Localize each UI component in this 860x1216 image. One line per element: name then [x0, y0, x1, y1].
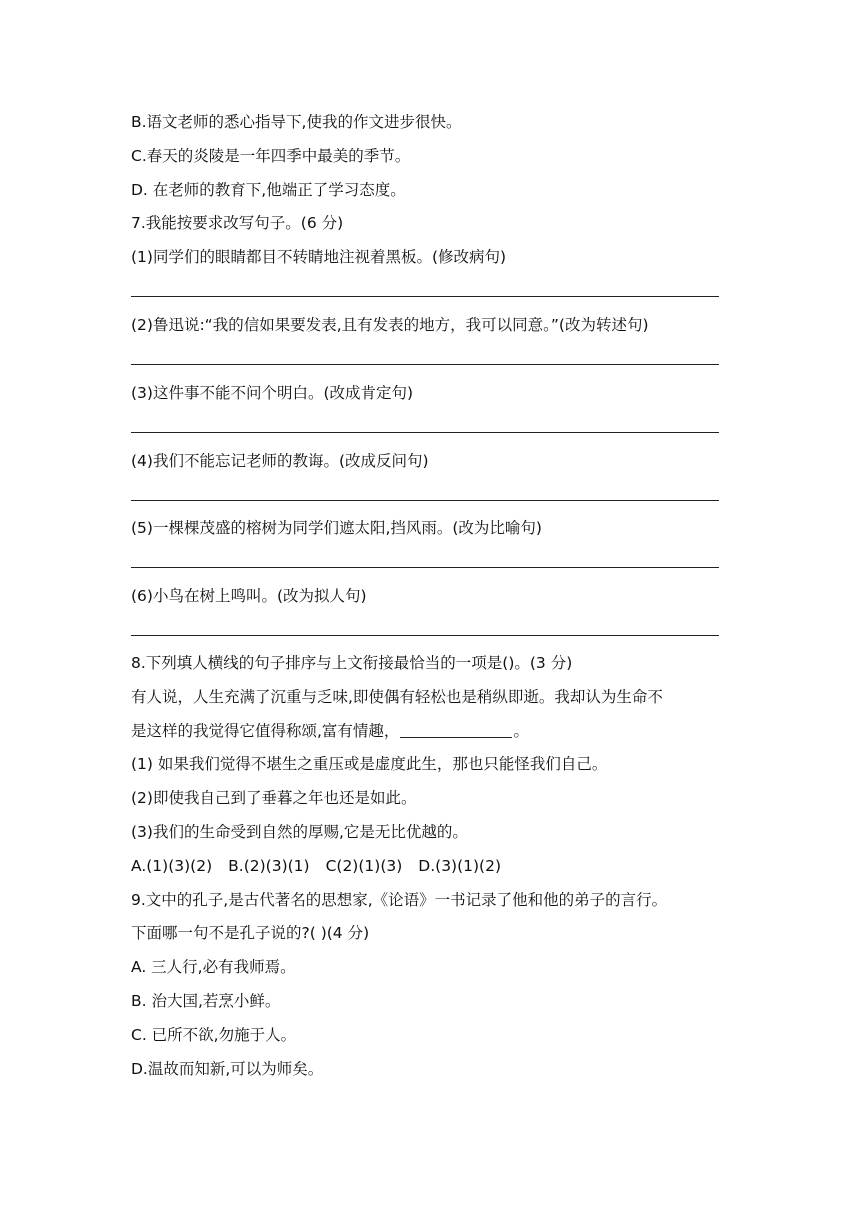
q7-item-1: (1)同学们的眼睛都目不转睛地注视着黑板。(修改病句): [131, 248, 507, 266]
q9-title-line-2: 下面哪一句不是孔子说的?( )(4 分): [131, 924, 370, 942]
answer-line-2[interactable]: [131, 364, 719, 365]
answer-line-6[interactable]: [131, 635, 719, 636]
q8-title: 8.下列填人横线的句子排序与上文衔接最恰当的一项是()。(3 分): [131, 654, 573, 672]
q9-option-c[interactable]: C. 已所不欲,勿施于人。: [131, 1026, 297, 1044]
q8-sentence-1: (1) 如果我们觉得不堪生之重压或是虚度此生，那也只能怪我们自己。: [131, 755, 608, 773]
q8-passage-line-2: [131, 721, 529, 741]
q6-option-c: C.春天的炎陵是一年四季中最美的季节。: [131, 147, 411, 165]
fill-in-blank[interactable]: [400, 722, 512, 738]
q8-option-d[interactable]: D.(3)(1)(2): [418, 857, 502, 875]
q7-item-6: (6)小鸟在树上鸣叫。(改为拟人句): [131, 587, 367, 605]
q7-item-3: (3)这件事不能不问个明白。(改成肯定句): [131, 384, 414, 402]
q9-option-b[interactable]: B. 治大国,若烹小鲜。: [131, 992, 281, 1010]
answer-line-4[interactable]: [131, 500, 719, 501]
q9-option-d[interactable]: D.温故而知新,可以为师矣。: [131, 1060, 324, 1078]
q7-item-2: (2)鲁迅说:“我的信如果要发表,且有发表的地方，我可以同意。”(改为转述句): [131, 316, 649, 334]
q8-passage-line-1: 有人说，人生充满了沉重与乏味,即使偶有轻松也是稍纵即逝。我却认为生命不: [131, 688, 663, 706]
q6-option-d: D. 在老师的教育下,他端正了学习态度。: [131, 181, 406, 199]
q7-title: 7.我能按要求改写句子。(6 分): [131, 214, 344, 232]
q8-options: [131, 856, 501, 876]
answer-line-3[interactable]: [131, 432, 719, 433]
answer-line-1[interactable]: [131, 296, 719, 297]
q8-passage-text: 是这样的我觉得它值得称颂,富有情趣，: [131, 722, 400, 740]
q9-option-a[interactable]: A. 三人行,必有我师焉。: [131, 958, 296, 976]
q8-sentence-2: (2)即使我自己到了垂暮之年也还是如此。: [131, 789, 417, 807]
q8-passage-end: 。: [513, 722, 529, 740]
q7-item-5: (5)一棵棵茂盛的榕树为同学们遮太阳,挡风雨。(改为比喻句): [131, 519, 542, 537]
q8-sentence-3: (3)我们的生命受到自然的厚赐,它是无比优越的。: [131, 823, 468, 841]
q8-option-a[interactable]: A.(1)(3)(2): [131, 857, 213, 875]
q6-option-b: B.语文老师的悉心指导下,使我的作文进步很快。: [131, 113, 462, 131]
q7-item-4: (4)我们不能忘记老师的教诲。(改成反问句): [131, 452, 429, 470]
q8-option-b[interactable]: B.(2)(3)(1): [228, 857, 310, 875]
q9-title-line-1: 9.文中的孔子,是古代著名的思想家,《论语》一书记录了他和他的弟子的言行。: [131, 891, 668, 909]
answer-line-5[interactable]: [131, 567, 719, 568]
q8-option-c[interactable]: C(2)(1)(3): [325, 857, 403, 875]
